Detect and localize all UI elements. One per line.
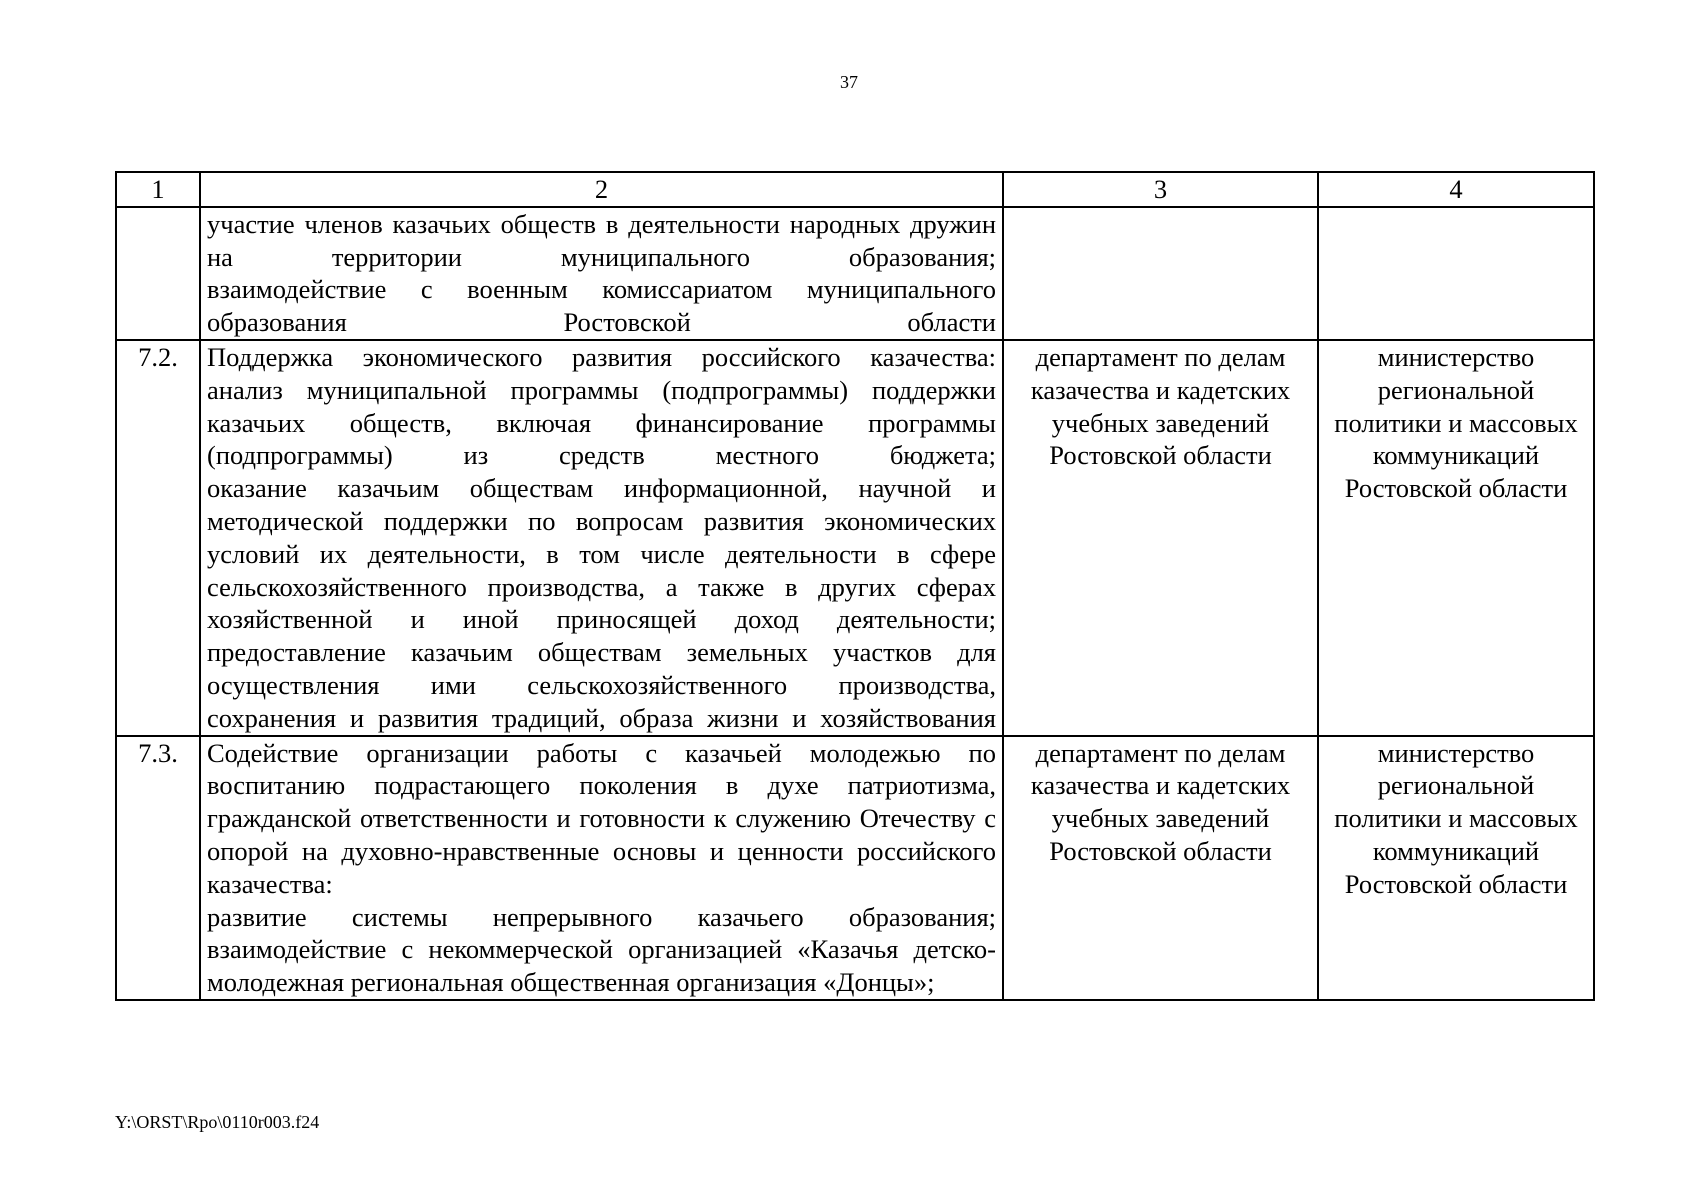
row-number: 7.2. <box>116 340 200 736</box>
row-description <box>200 207 1003 340</box>
responsible-executor: департамент по делам казачества и кадетских учебных заведений Ростовской области <box>1003 340 1318 736</box>
header-cell-2: 2 <box>200 172 1003 207</box>
plan-table <box>115 171 1595 1001</box>
description-paragraph: участие членов казачьих обществ в деятельности народных дружин на территории муниципального образования; <box>207 208 996 272</box>
row-number: 7.3. <box>116 736 200 1000</box>
row-description <box>200 736 1003 1000</box>
header-cell-3: 3 <box>1003 172 1318 207</box>
description-paragraph: Содействие организации работы с казачьей молодежью по воспитанию подрастающего поколения в духе патриотизма, гражданской ответственности и готовности к служению Отечеству с опорой на духовно-нравственные основы и ценности российского казачества: <box>207 737 996 899</box>
description-paragraph: Поддержка экономического развития российского казачества: <box>207 341 996 372</box>
row-number <box>116 207 200 340</box>
table-row <box>116 340 1594 736</box>
description-paragraph: взаимодействие с военным комиссариатом муниципального образования Ростовской области <box>207 274 996 338</box>
description-paragraph: взаимодействие с некоммерческой организацией «Казачья детско-молодежная региональная общественная организация «Донцы»; <box>207 934 996 998</box>
co-executor <box>1318 207 1594 340</box>
description-paragraph: развитие системы непрерывного казачьего образования; <box>207 901 996 932</box>
responsible-executor: департамент по делам казачества и кадетских учебных заведений Ростовской области <box>1003 736 1318 1000</box>
description-paragraph: предоставление казачьим обществам земельных участков для осуществления ими сельскохозяйственного производства, сохранения и развития традиций, образа жизни и хозяйствования <box>207 637 996 733</box>
responsible-executor <box>1003 207 1318 340</box>
page-number: 37 <box>840 72 858 92</box>
description-paragraph: анализ муниципальной программы (подпрограммы) поддержки казачьих обществ, включая финансирование программы (подпрограммы) из средств местного бюджета; <box>207 374 996 471</box>
table-header-row <box>116 172 1594 207</box>
co-executor: министерство региональной политики и массовых коммуникаций Ростовской области <box>1318 736 1594 1000</box>
header-cell-4: 4 <box>1318 172 1594 207</box>
description-paragraph: оказание казачьим обществам информационной, научной и методической поддержки по вопросам развития экономических условий их деятельности, в том числе деятельности в сфере сельскохозяйственного производства, а также в других сферах хозяйственной и иной приносящей доход деятельности; <box>207 473 996 635</box>
header-cell-1: 1 <box>116 172 200 207</box>
table-row <box>116 207 1594 340</box>
table-row <box>116 736 1594 1000</box>
co-executor: министерство региональной политики и массовых коммуникаций Ростовской области <box>1318 340 1594 736</box>
footer-file-path: Y:\ORST\Rpo\0110r003.f24 <box>115 1112 320 1132</box>
row-description <box>200 340 1003 736</box>
